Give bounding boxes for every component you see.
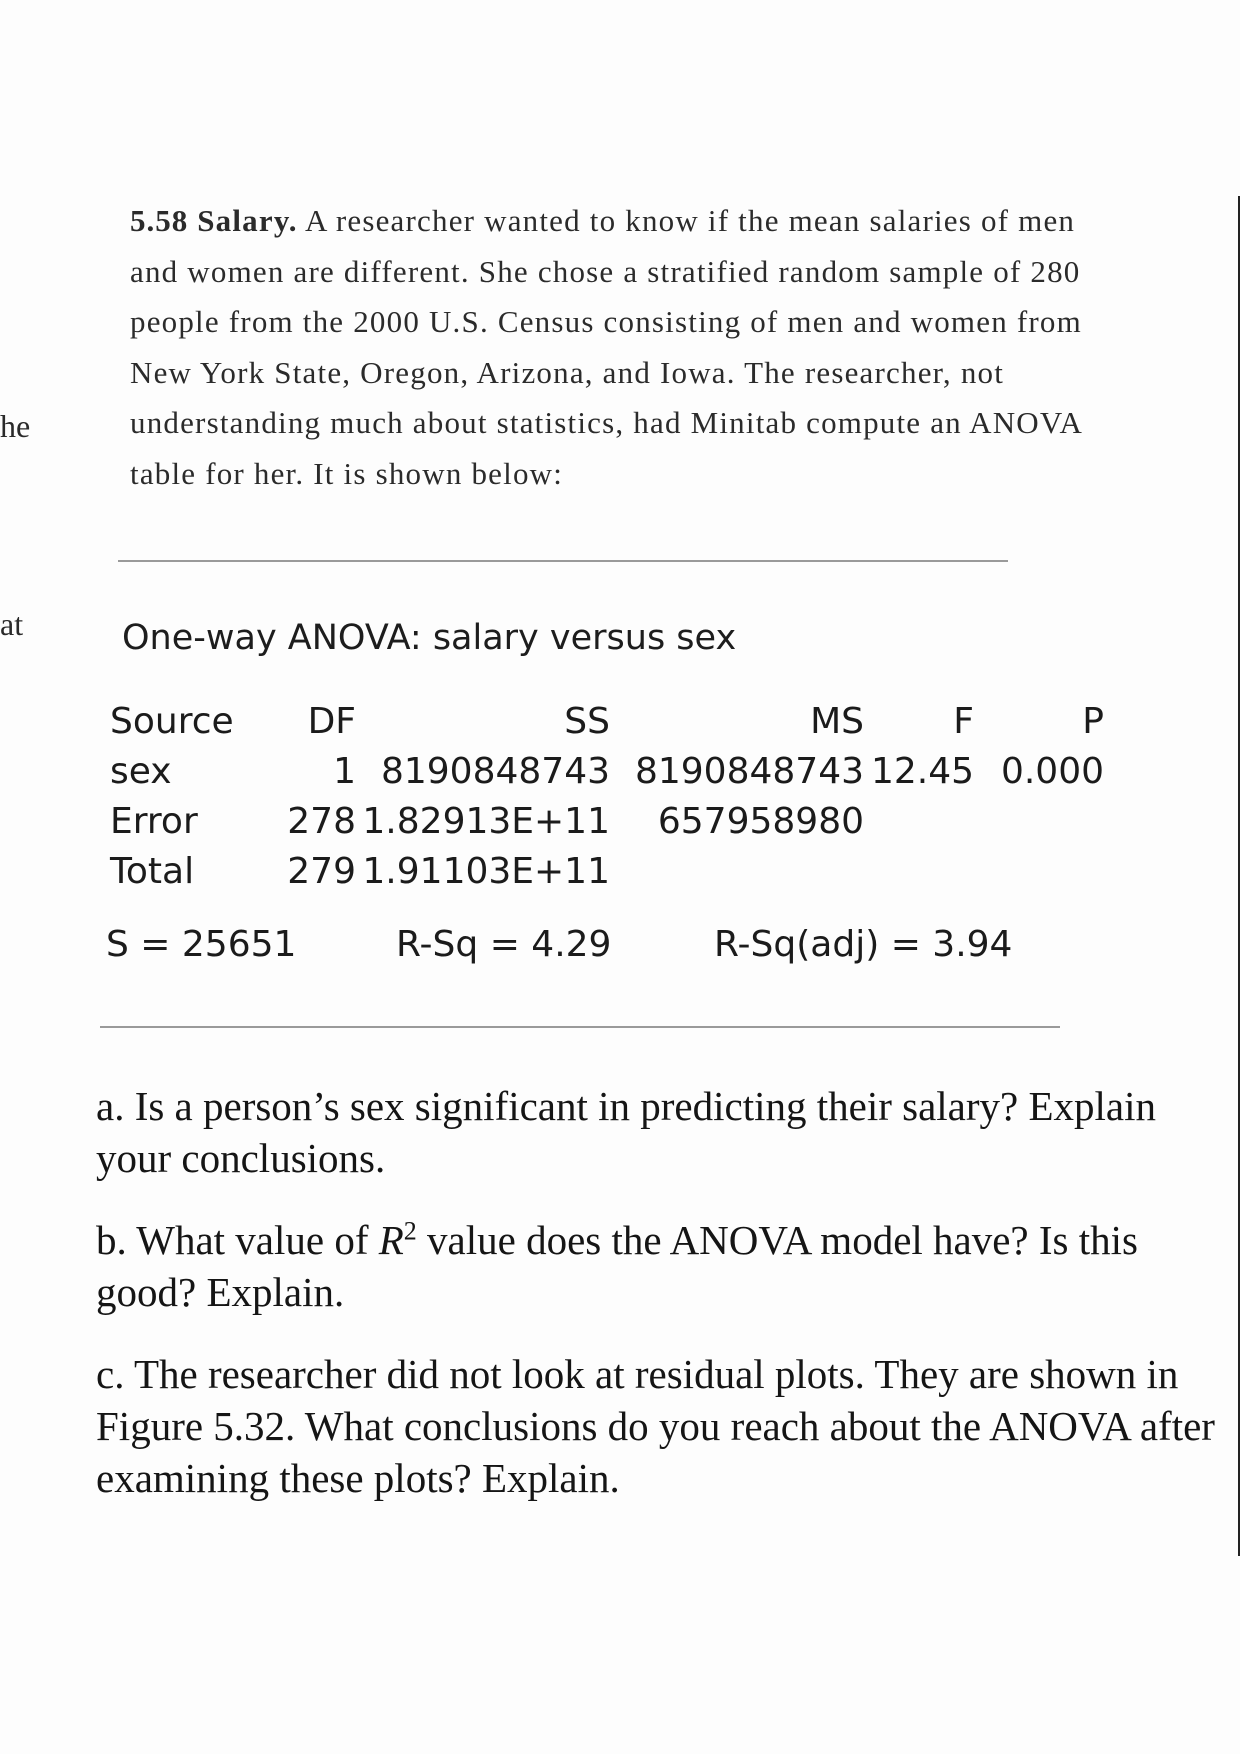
cell-source: Error bbox=[110, 800, 198, 842]
cell-f bbox=[864, 846, 974, 896]
cell-ms: 8190848743 bbox=[634, 750, 864, 792]
cell-ss: 1.82913E+11 bbox=[362, 800, 610, 842]
question-c: c. The researcher did not look at residual plots. They are shown in Figure 5.32. What conclusions do you reach about the ANOVA after examining these plots? Explain. bbox=[96, 1351, 1215, 1501]
anova-table bbox=[110, 696, 1104, 896]
divider-bottom bbox=[100, 1026, 1060, 1028]
cell-df: 278 bbox=[287, 800, 356, 842]
anova-output-title: One-way ANOVA: salary versus sex bbox=[122, 618, 737, 658]
table-row bbox=[110, 796, 1104, 846]
cell-df: 1 bbox=[333, 750, 356, 792]
table-row bbox=[110, 746, 1104, 796]
table-row bbox=[110, 846, 1104, 896]
cell-f bbox=[864, 796, 974, 846]
cell-ss: 1.91103E+11 bbox=[362, 850, 610, 892]
exercise-intro bbox=[130, 196, 1100, 499]
header-f: F bbox=[953, 700, 974, 742]
cell-p bbox=[974, 846, 1104, 896]
cell-p: 0.000 bbox=[1000, 750, 1104, 792]
header-ss: SS bbox=[564, 700, 610, 742]
exercise-title: Salary. bbox=[197, 203, 298, 238]
header-ms: MS bbox=[810, 700, 864, 742]
margin-text-fragment: at bbox=[0, 606, 24, 642]
anova-header-row bbox=[110, 696, 1104, 746]
cell-df: 279 bbox=[287, 850, 356, 892]
stat-r-squared-adjusted: R-Sq(adj) = 3.94 bbox=[714, 924, 1013, 965]
cell-p bbox=[974, 796, 1104, 846]
anova-summary-stats bbox=[106, 924, 1012, 965]
question-b-text-end: value does the ANOVA model have? Is this good? Explain. bbox=[96, 1217, 1138, 1315]
header-df: DF bbox=[307, 700, 356, 742]
header-p: P bbox=[1082, 700, 1104, 742]
question-b bbox=[96, 1214, 1216, 1318]
cell-ss: 8190848743 bbox=[380, 750, 610, 792]
cell-f: 12.45 bbox=[870, 750, 974, 792]
divider-top bbox=[118, 560, 1008, 562]
question-b-text-start: b. What value of bbox=[96, 1217, 379, 1263]
margin-text-fragment: he bbox=[0, 408, 31, 444]
exercise-questions bbox=[96, 1080, 1216, 1534]
exercise-number: 5.58 bbox=[130, 203, 189, 238]
cell-ms bbox=[610, 846, 864, 896]
cell-ms: 657958980 bbox=[657, 800, 864, 842]
cell-source: Total bbox=[110, 850, 195, 892]
cell-source: sex bbox=[110, 750, 172, 792]
stat-r-squared: R-Sq = 4.29 bbox=[396, 924, 612, 965]
stat-s: S = 25651 bbox=[106, 924, 297, 965]
header-source: Source bbox=[110, 700, 234, 742]
question-b-exponent: 2 bbox=[403, 1216, 417, 1246]
exercise-text: A researcher wanted to know if the mean salaries of men and women are different. She chose a stratified random sample of 280 people from the 2000 U.S. Census consisting of men and women from New York State, Oregon, Arizona, and Iowa. The researcher, not understanding much about statistics, had Minitab compute an ANOVA table for her. It is shown below: bbox=[130, 203, 1082, 491]
question-a: a. Is a person’s sex significant in predicting their salary? Explain your conclusions. bbox=[96, 1083, 1156, 1181]
question-b-variable: R bbox=[378, 1217, 404, 1263]
